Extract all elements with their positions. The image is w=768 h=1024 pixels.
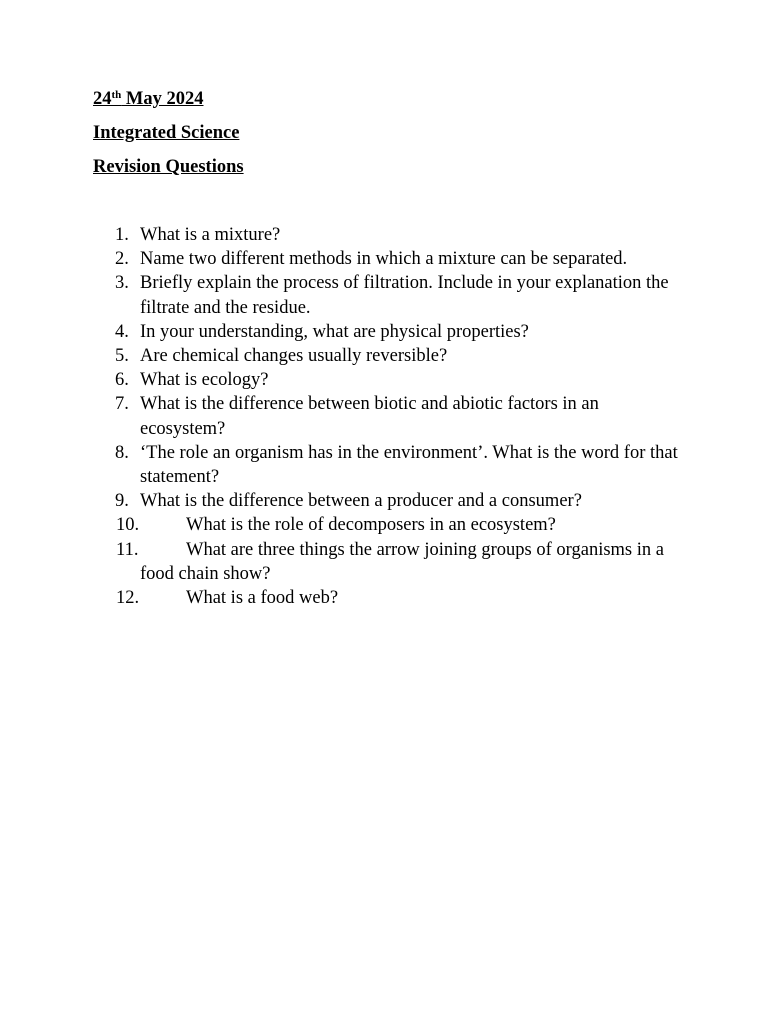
question-number: 2.	[115, 249, 129, 270]
question-number: 10.	[116, 515, 140, 536]
question-number: 8.	[115, 442, 129, 463]
question-text: Briefly explain the process of filtration. Include in your explanation the filtrate and the residue.	[140, 273, 669, 318]
date-heading	[93, 88, 204, 110]
question-text: What is the role of decomposers in an ecosystem?	[186, 515, 556, 536]
subject-heading: Integrated Science	[93, 123, 240, 143]
question-number: 3.	[115, 273, 129, 294]
question-text: What is ecology?	[140, 370, 269, 391]
question-number: 5.	[115, 346, 129, 367]
question-number: 7.	[115, 394, 129, 415]
question-item	[115, 320, 685, 344]
question-text: Are chemical changes usually reversible?	[140, 346, 448, 367]
question-item	[115, 223, 685, 247]
document-title: Revision Questions	[93, 157, 244, 177]
question-item	[116, 513, 685, 537]
question-text: In your understanding, what are physical properties?	[140, 321, 529, 342]
date-ordinal-suffix: th	[111, 89, 122, 101]
question-text: What is the difference between biotic and abiotic factors in an ecosystem?	[140, 394, 599, 439]
question-item	[115, 392, 685, 440]
question-text: What is the difference between a producer and a consumer?	[140, 491, 582, 512]
question-text: What are three things the arrow joining groups of organisms in a food chain show?	[140, 539, 664, 584]
question-item	[116, 586, 685, 610]
date-month-year: May 2024	[121, 89, 204, 109]
question-number: 11.	[116, 539, 139, 560]
question-item	[115, 441, 685, 489]
question-item	[115, 344, 685, 368]
question-number: 4.	[115, 321, 129, 342]
question-item	[115, 271, 685, 319]
question-number: 1.	[115, 225, 129, 245]
date-day: 24	[93, 89, 112, 109]
question-text: What is a food web?	[186, 588, 339, 609]
question-item	[116, 538, 685, 586]
question-item	[115, 368, 685, 392]
question-text: What is a mixture?	[140, 225, 281, 245]
question-text: Name two different methods in which a mixture can be separated.	[140, 249, 628, 270]
question-item	[115, 489, 685, 513]
question-number: 6.	[115, 370, 129, 391]
question-number: 12.	[116, 588, 140, 609]
question-text: ‘The role an organism has in the environment’. What is the word for that statement?	[140, 442, 678, 488]
question-item	[115, 247, 685, 271]
question-number: 9.	[115, 491, 129, 512]
question-list	[0, 223, 768, 610]
